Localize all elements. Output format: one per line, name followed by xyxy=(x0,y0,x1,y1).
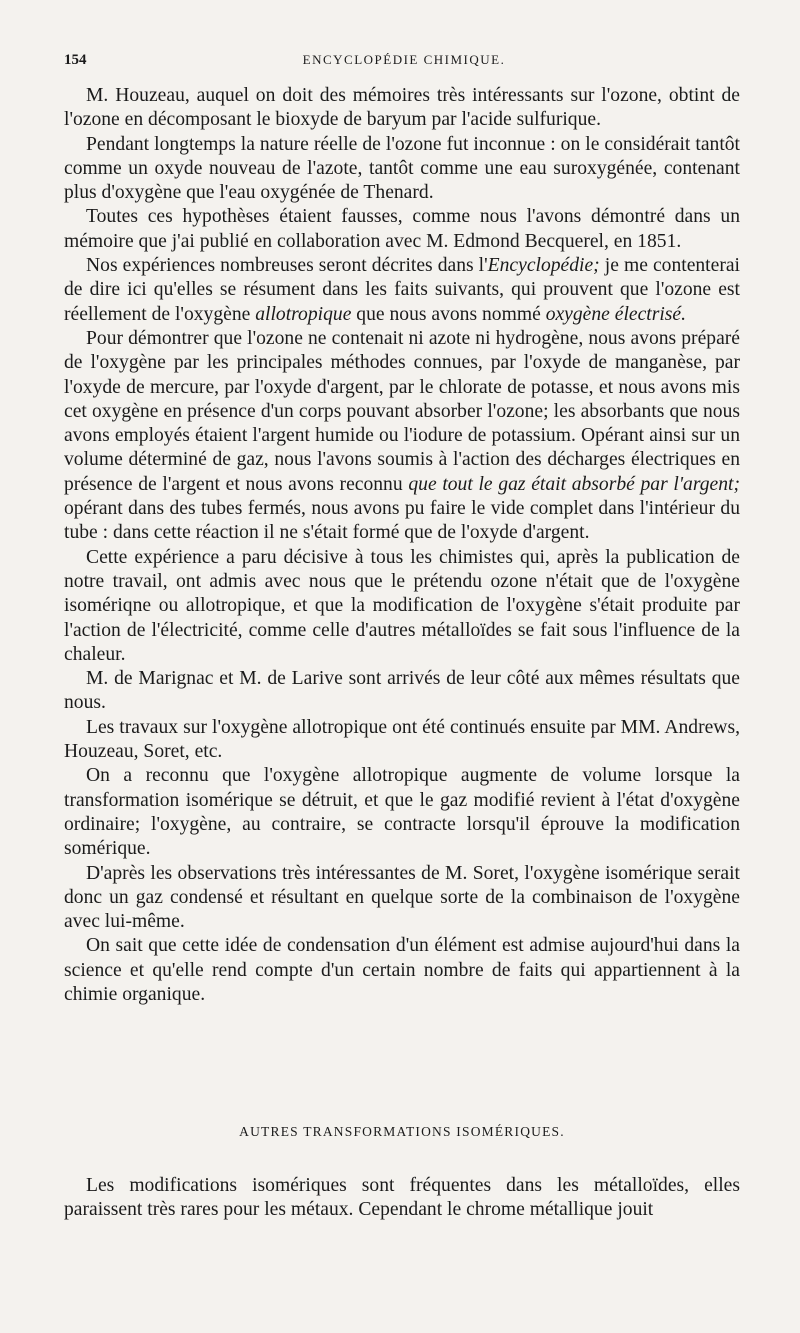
paragraph-volume xyxy=(64,764,740,861)
paragraph-text: Pendant longtemps la nature réelle de l'ozone fut inconnue : on le considérait tantôt comme un oxyde nouveau de l'azote, tantôt comme une eau suroxygénée, contenant plus d'oxygène que l'eau oxygénée de Thenard. xyxy=(64,133,740,204)
paragraph-experience-decisive xyxy=(64,546,740,667)
section-heading: AUTRES TRANSFORMATIONS ISOMÉRIQUES. xyxy=(239,1124,565,1139)
paragraph-text: On sait que cette idée de condensation d'un élément est admise aujourd'hui dans la science et qu'elle rend compte d'un certain nombre de faits qui appartiennent à la chimie organique. xyxy=(64,935,740,1005)
italic-encyclopedie: Encyclopédie; xyxy=(487,255,600,277)
paragraph-condensation xyxy=(64,934,740,1007)
final-text xyxy=(64,1174,740,1223)
paragraph-marignac xyxy=(64,667,740,716)
paragraph-hypotheses xyxy=(64,205,740,254)
paragraph-text-part: je me contenterai de dire ici qu'elles se résument dans les faits suivants, qui prouvent que l'ozone est réellement de l'oxygène xyxy=(64,255,740,325)
paragraph-text-part: opérant dans des tubes fermés, nous avons pu faire le vide complet dans l'intérieur du tube : dans cette réaction il ne s'était formé que de l'oxyde d'argent. xyxy=(64,498,740,544)
page-header xyxy=(64,52,744,76)
paragraph-demonstration xyxy=(64,327,740,546)
italic-allotropique: allotropique xyxy=(255,303,352,325)
paragraph-modifications xyxy=(64,1174,740,1223)
paragraph-soret xyxy=(64,862,740,935)
paragraph-text: Toutes ces hypothèses étaient fausses, comme nous l'avons démontré dans un mémoire que j'ai publié en collaboration avec M. Edmond Becquerel, en 1851. xyxy=(64,206,740,252)
paragraph-text-part: que nous avons nommé xyxy=(351,303,546,325)
paragraph-houzeau xyxy=(64,84,740,133)
paragraph-travaux xyxy=(64,716,740,765)
paragraph-text: Les travaux sur l'oxygène allotropique ont été continués ensuite par MM. Andrews, Houzeau, Soret, etc. xyxy=(64,716,740,763)
italic-gaz-absorbe: que tout le gaz était absorbé par l'argent; xyxy=(408,473,740,495)
paragraph-experiences xyxy=(64,254,740,327)
paragraph-text-part: Nos expériences nombreuses seront décrites dans l' xyxy=(86,255,488,277)
paragraph-text: D'après les observations très intéressantes de M. Soret, l'oxygène isomérique serait donc un gaz condensé et résultant en quelque sorte de la combinaison de l'oxygène avec lui-même. xyxy=(64,862,740,933)
paragraph-nature-ozone xyxy=(64,133,740,206)
paragraph-text: Cette expérience a paru décisive à tous les chimistes qui, après la publication de notre travail, ont admis avec nous que le prétendu ozone n'était que de l'oxygène isomériqne ou allotropique, et que la modification de l'oxygène s'était produite par l'action de l'électricité, comme celle d'autres métalloïdes se fait sous l'influence de la chaleur. xyxy=(64,546,740,665)
page-number: 154 xyxy=(64,52,87,68)
paragraph-text: M. Houzeau, auquel on doit des mémoires très intéressants sur l'ozone, obtint de l'ozone en décomposant le bioxyde de baryum par l'acide sulfurique. xyxy=(64,85,740,131)
body-text xyxy=(64,84,740,1007)
paragraph-text: M. de Marignac et M. de Larive sont arrivés de leur côté aux mêmes résultats que nous. xyxy=(64,668,740,714)
italic-oxygene-electrise: oxygène électrisé. xyxy=(545,303,687,325)
paragraph-text: Les modifications isomériques sont fréquentes dans les métalloïdes, elles paraissent très rares pour les métaux. Cependant le chrome métallique jouit xyxy=(64,1175,740,1221)
paragraph-text-part: Pour démontrer que l'ozone ne contenait ni azote ni hydrogène, nous avons préparé de l'oxygène par les principales méthodes connues, par l'oxyde de manganèse, par l'oxyde de mercure, par l'oxyde d'argent, par le chlorate de potasse, et nous avons mis cet oxygène en présence d'un corps pouvant absorber l'ozone; les absorbants que nous avons employés étaient l'argent humide ou l'iodure de potassium. Opérant ainsi sur un volume déterminé de gaz, nous l'avons soumis à l'action des décharges électriques en présence de l'argent et nous avons reconnu xyxy=(64,327,740,495)
running-title: ENCYCLOPÉDIE CHIMIQUE. xyxy=(302,52,506,67)
paragraph-text: On a reconnu que l'oxygène allotropique augmente de volume lorsque la transformation isomérique se détruit, et que le gaz modifié revient à l'état d'oxygène ordinaire; l'oxygène, au contraire, se contracte lorsqu'il éprouve la modification somérique. xyxy=(64,765,740,860)
